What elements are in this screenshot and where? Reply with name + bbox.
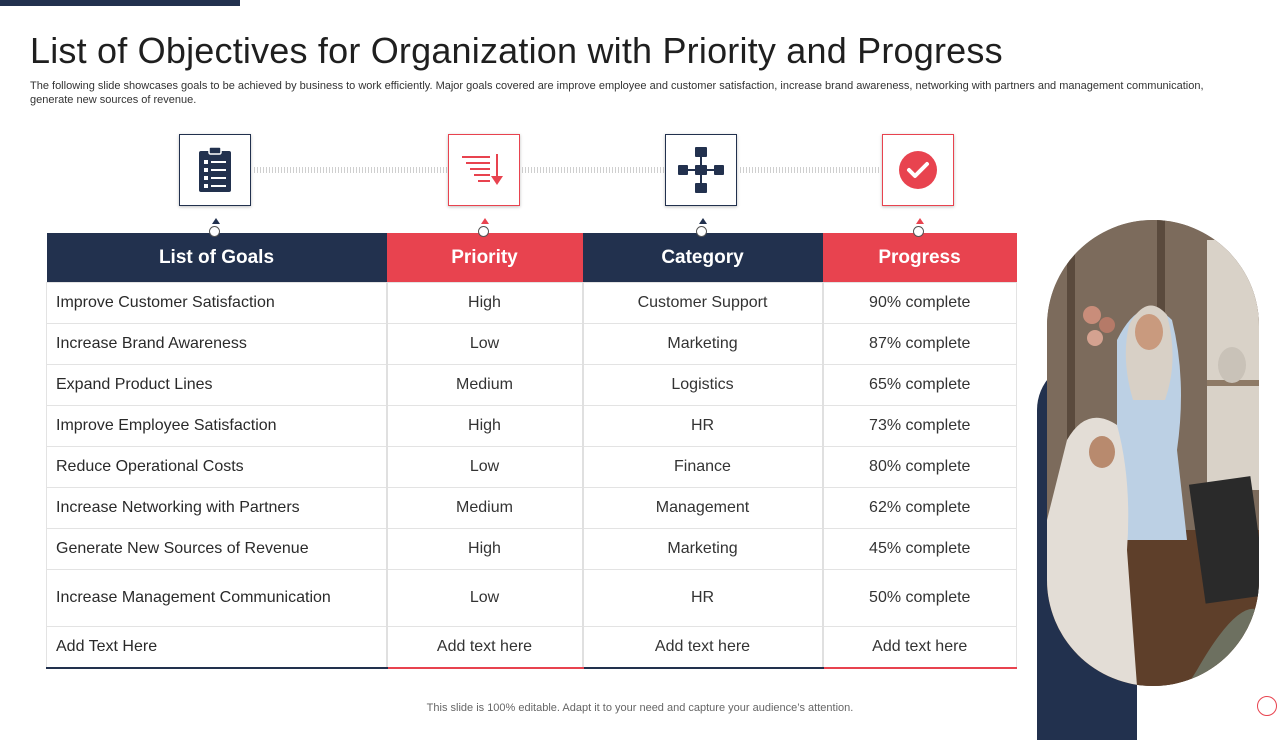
connector-line — [522, 167, 664, 173]
table-row — [47, 365, 1017, 406]
header-goals: List of Goals — [47, 233, 387, 283]
progress-cell: 65% complete — [823, 365, 1017, 406]
photo-panel — [1037, 220, 1280, 720]
table-row — [47, 529, 1017, 570]
goal-cell: Improve Customer Satisfaction — [47, 283, 387, 324]
table-row — [47, 324, 1017, 365]
priority-icon-box — [448, 134, 520, 206]
table-row — [47, 627, 1017, 669]
progress-cell: 90% complete — [823, 283, 1017, 324]
clipboard-list-icon — [198, 147, 232, 193]
page-title: List of Objectives for Organization with Priority and Progress — [30, 30, 1003, 71]
priority-cell: Add text here — [387, 627, 583, 669]
category-cell: Logistics — [583, 365, 823, 406]
network-nodes-icon — [678, 147, 724, 193]
sort-descending-icon — [462, 154, 506, 186]
header-category: Category — [583, 233, 823, 283]
goal-cell: Increase Networking with Partners — [47, 488, 387, 529]
priority-cell: Medium — [387, 488, 583, 529]
table-row — [47, 488, 1017, 529]
table-row — [47, 447, 1017, 488]
priority-cell: Medium — [387, 365, 583, 406]
priority-cell: Low — [387, 324, 583, 365]
category-cell: Marketing — [583, 324, 823, 365]
header-priority: Priority — [387, 233, 583, 283]
progress-cell: Add text here — [823, 627, 1017, 669]
table-row — [47, 570, 1017, 627]
goal-cell: Increase Brand Awareness — [47, 324, 387, 365]
top-accent-bar — [0, 0, 240, 6]
category-icon-box — [665, 134, 737, 206]
connector-line — [740, 167, 881, 173]
category-cell: Add text here — [583, 627, 823, 669]
goals-icon-box — [179, 134, 251, 206]
priority-cell: High — [387, 283, 583, 324]
progress-cell: 62% complete — [823, 488, 1017, 529]
priority-cell: Low — [387, 447, 583, 488]
goal-cell: Increase Management Communication — [47, 570, 387, 627]
progress-cell: 80% complete — [823, 447, 1017, 488]
category-cell: Management — [583, 488, 823, 529]
progress-cell: 50% complete — [823, 570, 1017, 627]
category-cell: Customer Support — [583, 283, 823, 324]
corner-circle-decoration — [1257, 696, 1277, 716]
page-subtitle: The following slide showcases goals to be achieved by business to work efficiently. Major goals covered are improve employee and customer satisfaction, increase brand awareness, networking with partners and management communication, generate new sources of revenue. — [30, 80, 1204, 106]
table-header-row — [47, 233, 1017, 283]
women-working-illustration — [1047, 220, 1259, 686]
progress-cell: 87% complete — [823, 324, 1017, 365]
priority-cell: Low — [387, 570, 583, 627]
goal-cell: Improve Employee Satisfaction — [47, 406, 387, 447]
progress-cell: 73% complete — [823, 406, 1017, 447]
objectives-table — [46, 233, 1017, 669]
progress-icon-box — [882, 134, 954, 206]
category-cell: HR — [583, 406, 823, 447]
table-row — [47, 406, 1017, 447]
office-photo — [1047, 220, 1259, 686]
connector-line — [254, 167, 448, 173]
category-cell: HR — [583, 570, 823, 627]
progress-cell: 45% complete — [823, 529, 1017, 570]
goal-cell: Add Text Here — [47, 627, 387, 669]
category-cell: Marketing — [583, 529, 823, 570]
header-progress: Progress — [823, 233, 1017, 283]
checkmark-circle-icon — [898, 150, 938, 190]
goal-cell: Expand Product Lines — [47, 365, 387, 406]
footer-note: This slide is 100% editable. Adapt it to your need and capture your audience’s attention. — [426, 702, 854, 714]
goal-cell: Reduce Operational Costs — [47, 447, 387, 488]
priority-cell: High — [387, 406, 583, 447]
table-row — [47, 283, 1017, 324]
goal-cell: Generate New Sources of Revenue — [47, 529, 387, 570]
category-cell: Finance — [583, 447, 823, 488]
priority-cell: High — [387, 529, 583, 570]
